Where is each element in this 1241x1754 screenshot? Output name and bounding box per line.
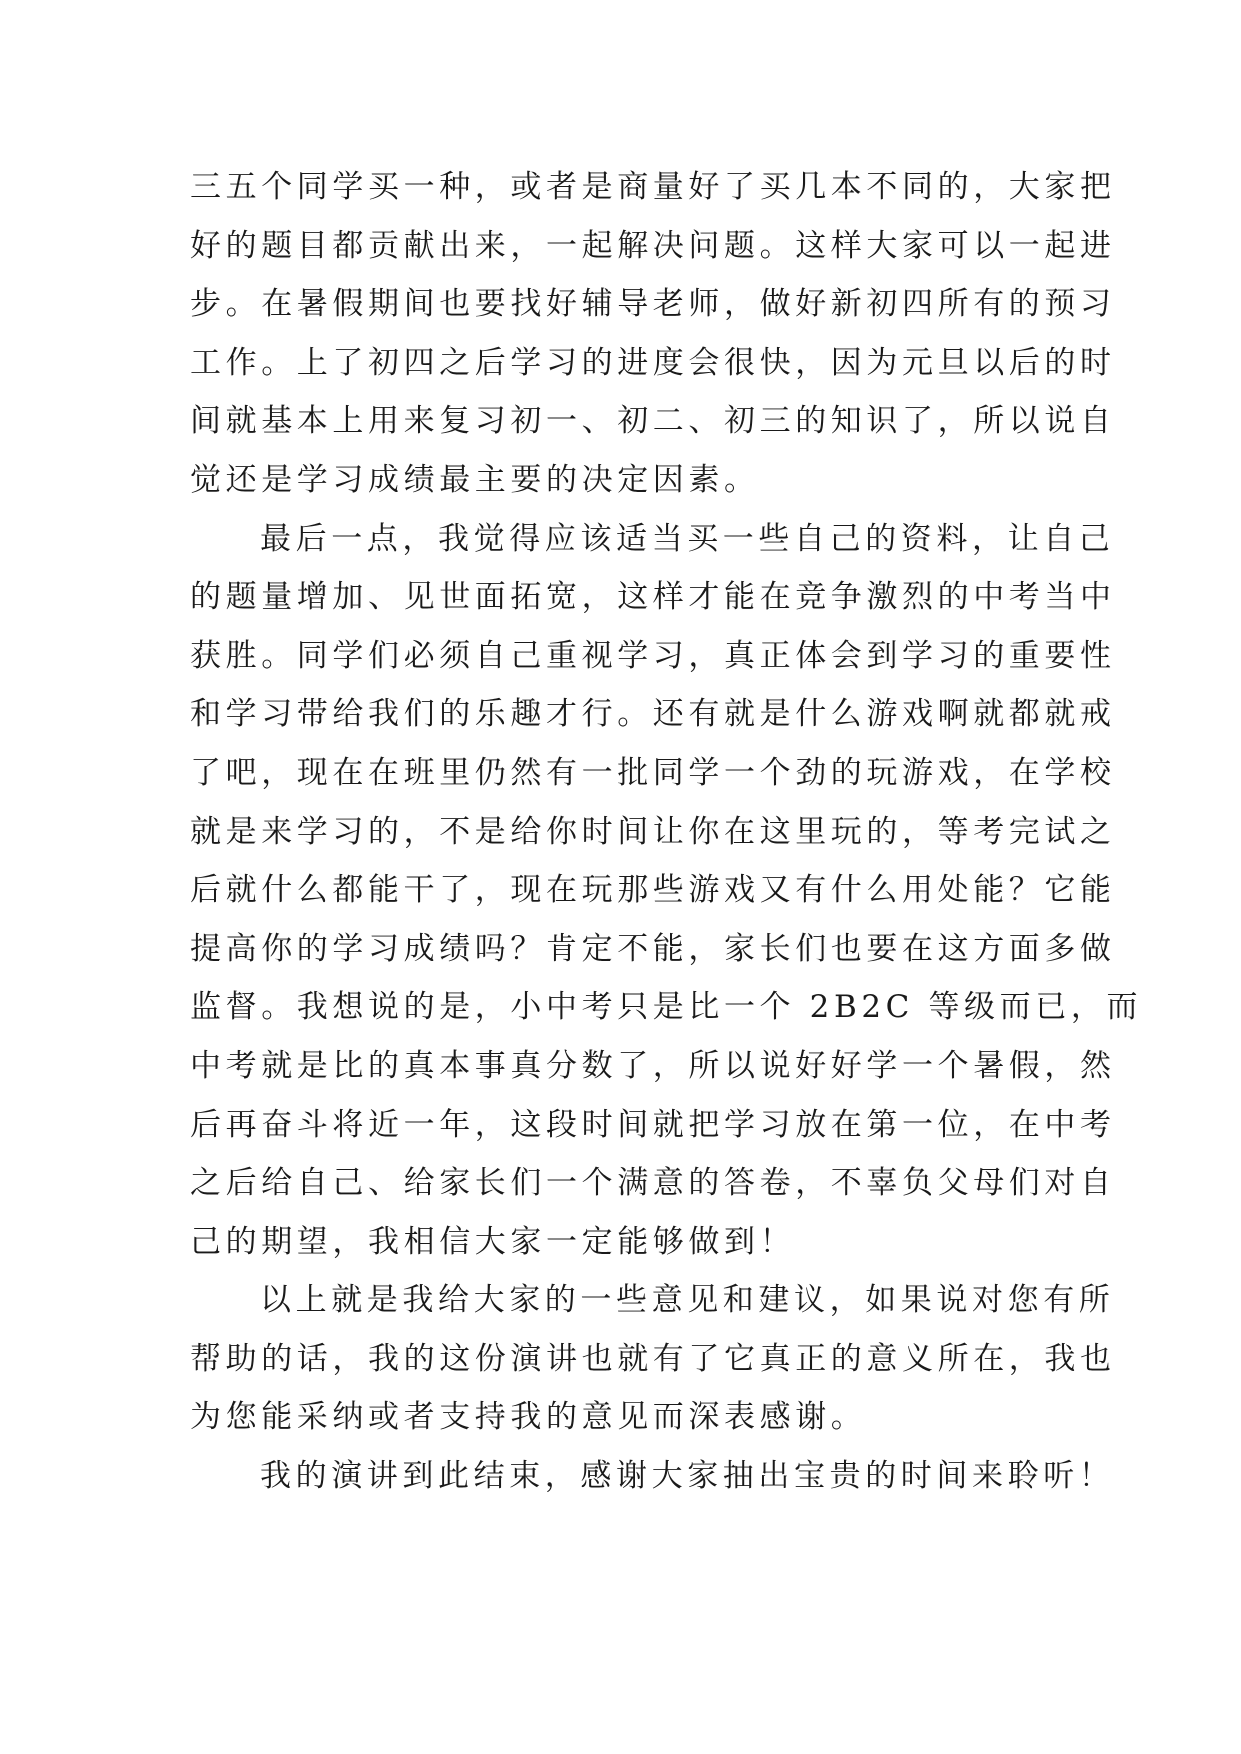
text-line: 工作。上了初四之后学习的进度会很快，因为元旦以后的时 bbox=[190, 344, 1116, 381]
text-line: 觉还是学习成绩最主要的决定因素。 bbox=[190, 461, 760, 498]
text-line: 中考就是比的真本事真分数了，所以说好好学一个暑假，然 bbox=[190, 1047, 1116, 1084]
paragraph-3 bbox=[190, 1271, 1116, 1447]
text-line: 步。在暑假期间也要找好辅导老师，做好新初四所有的预习 bbox=[190, 286, 1116, 323]
paragraph-2 bbox=[190, 510, 1143, 1272]
text-line: 我的演讲到此结束，感谢大家抽出宝贵的时间来聆听！ bbox=[260, 1458, 1115, 1495]
paragraph-4 bbox=[190, 1447, 1115, 1506]
text-line: 就是来学习的，不是给你时间让你在这里玩的，等考完试之 bbox=[190, 813, 1116, 850]
text-line: 以上就是我给大家的一些意见和建议，如果说对您有所 bbox=[260, 1282, 1115, 1319]
document-body bbox=[190, 158, 1143, 1506]
text-line: 为您能采纳或者支持我的意见而深表感谢。 bbox=[190, 1399, 867, 1436]
text-line: 间就基本上用来复习初一、初二、初三的知识了，所以说自 bbox=[190, 403, 1116, 440]
text-line: 好的题目都贡献出来，一起解决问题。这样大家可以一起进 bbox=[190, 227, 1116, 264]
paragraph-1 bbox=[190, 158, 1116, 510]
text-line: 获胜。同学们必须自己重视学习，真正体会到学习的重要性 bbox=[190, 637, 1116, 674]
text-line: 了吧，现在在班里仍然有一批同学一个劲的玩游戏，在学校 bbox=[190, 754, 1116, 791]
text-line: 三五个同学买一种，或者是商量好了买几本不同的，大家把 bbox=[190, 169, 1116, 205]
text-line: 己的期望，我相信大家一定能够做到！ bbox=[190, 1223, 796, 1260]
text-line: 的题量增加、见世面拓宽，这样才能在竞争激烈的中考当中 bbox=[190, 579, 1116, 616]
text-line: 帮助的话，我的这份演讲也就有了它真正的意义所在，我也 bbox=[190, 1340, 1116, 1377]
text-line: 后就什么都能干了，现在玩那些游戏又有什么用处能？它能 bbox=[190, 872, 1116, 909]
text-line: 和学习带给我们的乐趣才行。还有就是什么游戏啊就都就戒 bbox=[190, 696, 1116, 733]
text-line: 之后给自己、给家长们一个满意的答卷，不辜负父母们对自 bbox=[190, 1165, 1116, 1202]
text-line: 提高你的学习成绩吗？肯定不能，家长们也要在这方面多做 bbox=[190, 930, 1116, 967]
text-line: 后再奋斗将近一年，这段时间就把学习放在第一位，在中考 bbox=[190, 1106, 1116, 1143]
text-line: 最后一点，我觉得应该适当买一些自己的资料，让自己 bbox=[260, 520, 1115, 557]
text-line: 监督。我想说的是，小中考只是比一个 2B2C 等级而已，而 bbox=[190, 989, 1143, 1026]
